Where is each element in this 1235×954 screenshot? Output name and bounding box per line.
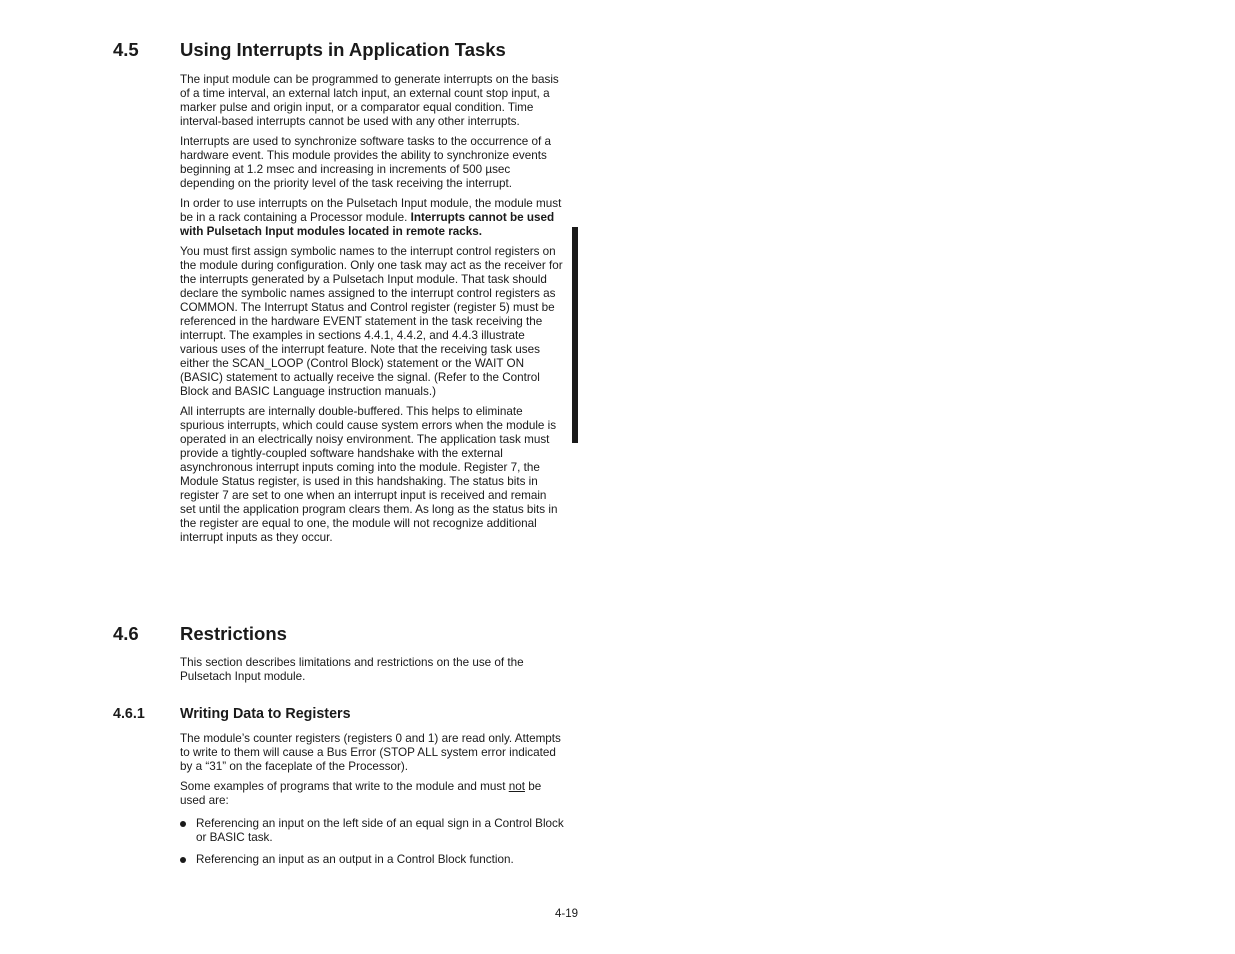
section-title: Restrictions (180, 623, 287, 644)
page-number: 4-19 (555, 908, 579, 920)
revision-change-bar (572, 227, 578, 443)
section-title: Using Interrupts in Application Tasks (180, 39, 506, 60)
list-item (180, 817, 565, 845)
section-number: 4.6 (113, 623, 139, 644)
paragraph: You must first assign symbolic names to the interrupt control registers on the module during configuration. Only one task may act as the receiver for the interrupts generated by a Pulsetach Input module. That task should declare the symbolic names assigned to the interrupt control registers as COMMON. The Interrupt Status and Control register (register 5) must be referenced in the hardware EVENT statement in the task receiving the interrupt. The examples in sections 4.4.1, 4.4.2, and 4.4.3 illustrate various uses of the interrupt feature. Note that the receiving task uses either the SCAN_LOOP (Control Block) statement or the WAIT ON (BASIC) statement to actually receive the signal. (Refer to the Control Block and BASIC Language instruction manuals.) (180, 245, 563, 398)
paragraph: Interrupts are used to synchronize software tasks to the occurrence of a hardware event. This module provides the ability to synchronize events beginning at 1.2 msec and increasing in increments of 500 µsec depending on the priority level of the task receiving the interrupt. (180, 135, 551, 190)
paragraph (180, 197, 565, 239)
section-4-5-body (180, 73, 565, 551)
paragraph: The input module can be programmed to generate interrupts on the basis of a time interval, an external latch input, an external count stop input, a marker pulse and origin input, or a comparator equal condition. Time interval-based interrupts cannot be used with any other interrupts. (180, 73, 559, 128)
underlined-word: not (508, 780, 525, 793)
list-item (180, 853, 565, 867)
paragraph: All interrupts are internally double-buffered. This helps to eliminate spurious interrupts, which could cause system errors when the module is operated in an electrically noisy environment. The application task must provide a tightly-coupled software handshake with the external asynchronous interrupt inputs coming into the module. Register 7, the Module Status register, is used in this handshaking. The status bits in register 7 are set to one when an interrupt input is received and remain set until the application program clears them. As long as the status bits in the register are equal to one, the module will not recognize additional interrupt inputs as they occur. (180, 405, 558, 544)
paragraph (180, 780, 565, 808)
list-item-text: Referencing an input as an output in a Control Block function. (196, 853, 514, 866)
list-item-text: Referencing an input on the left side of an equal sign in a Control Block or BASIC task. (196, 817, 564, 844)
section-4-6-body (180, 656, 565, 690)
section-title: Writing Data to Registers (180, 706, 351, 722)
paragraph: This section describes limitations and restrictions on the use of the Pulsetach Input module. (180, 656, 524, 683)
paragraph-text: be used are: (180, 780, 542, 807)
paragraph-text: Some examples of programs that write to the module and must (180, 780, 509, 793)
paragraph-emphasis: Interrupts cannot be used with Pulsetach Input modules located in remote racks. (180, 211, 555, 238)
section-4-6-1-body (180, 732, 565, 875)
bullet-icon (180, 857, 186, 863)
paragraph-text: In order to use interrupts on the Pulsetach Input module, the module must be in a rack containing a Processor module. (180, 197, 562, 224)
section-number: 4.5 (113, 39, 139, 60)
section-number: 4.6.1 (113, 706, 145, 722)
bullet-icon (180, 821, 186, 827)
paragraph: The module’s counter registers (registers 0 and 1) are read only. Attempts to write to them will cause a Bus Error (STOP ALL system error indicated by a “31” on the faceplate of the Processor). (180, 732, 561, 773)
bullet-list (180, 817, 565, 867)
